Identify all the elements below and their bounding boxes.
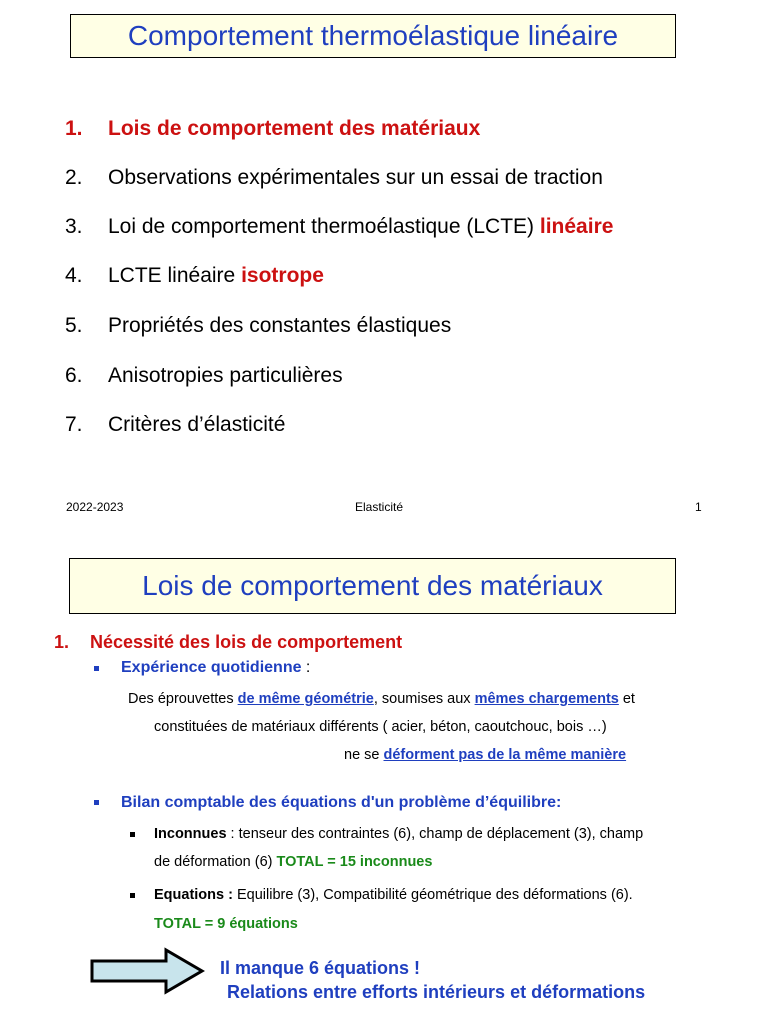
section-heading: Nécessité des lois de comportement [90,632,403,652]
outline-item-4: 4. LCTE linéaire isotrope [65,264,324,287]
para-line-1: Des éprouvettes de même géométrie, soumises aux mêmes chargements et [128,691,635,707]
outline-item-7: 7. Critères d’élasticité [65,413,286,436]
bullet-square [94,800,99,805]
bullet-experience: Expérience quotidienne : [121,659,311,676]
slide2-title: Lois de comportement des matériaux [69,558,676,614]
sub-bullet-square [130,893,135,898]
footer-year: 2022-2023 [66,500,124,514]
section-number: 1. [54,632,70,652]
para-line-2: constituées de matériaux différents ( acier, béton, caoutchouc, bois …) [154,719,607,735]
right-arrow-icon [88,947,206,995]
slide1-title: Comportement thermoélastique linéaire [70,14,676,58]
sub-bullet-square [130,832,135,837]
outline-item-2: 2. Observations expérimentales sur un essai de traction [65,166,603,189]
sub-equations-line-1: Equations : Equilibre (3), Compatibilité géométrique des déformations (6). [154,887,633,903]
sub-inconnues-line-1: Inconnues : tenseur des contraintes (6), champ de déplacement (3), champ [154,826,644,842]
conclusion-line-1: Il manque 6 équations ! [220,958,421,978]
footer-page-number: 1 [695,500,702,514]
sub-equations-total: TOTAL = 9 équations [154,916,298,932]
conclusion-line-2: Relations entre efforts intérieurs et déformations [227,982,646,1002]
footer-subject: Elasticité [355,500,404,514]
para-line-3: ne se déforment pas de la même manière [344,747,627,763]
outline-item-6: 6. Anisotropies particulières [65,364,343,387]
outline-item-3: 3. Loi de comportement thermoélastique (LCTE) linéaire [65,215,614,238]
outline-item-1: 1. Lois de comportement des matériaux [65,117,481,140]
bullet-bilan: Bilan comptable des équations d'un problème d’équilibre: [121,794,562,811]
sub-inconnues-line-2: de déformation (6) TOTAL = 15 inconnues [154,854,433,870]
outline-item-5: 5. Propriétés des constantes élastiques [65,314,452,337]
bullet-square [94,666,99,671]
